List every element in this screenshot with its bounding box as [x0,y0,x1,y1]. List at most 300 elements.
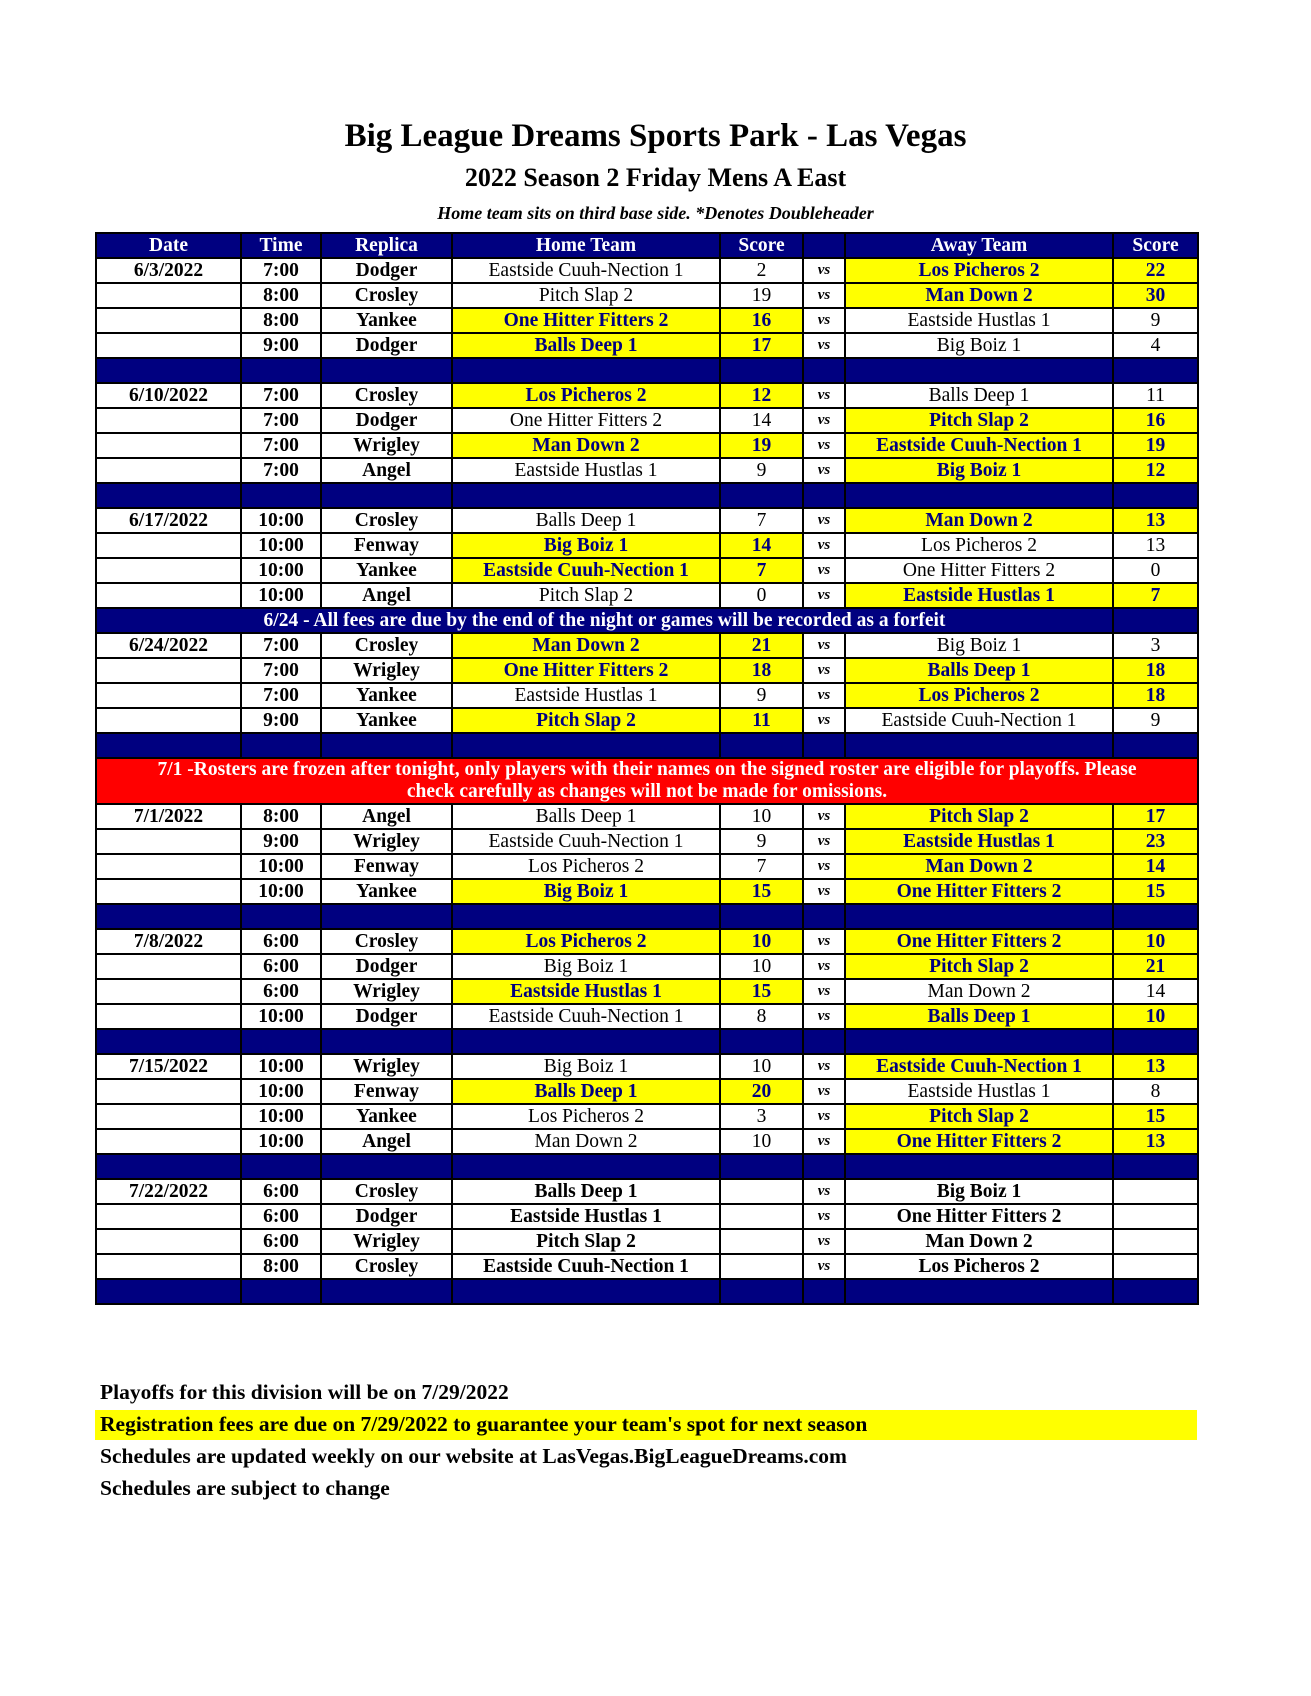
separator-cell [1113,358,1198,383]
separator-cell [803,1029,845,1054]
separator-cell [845,904,1113,929]
date-cell: 6/17/2022 [96,508,241,533]
away-team-cell: Man Down 2 [845,979,1113,1004]
vs-cell: vs [803,683,845,708]
away-team-cell: Pitch Slap 2 [845,1104,1113,1129]
date-cell [96,408,241,433]
away-score-cell: 11 [1113,383,1198,408]
away-score-cell [1113,1229,1198,1254]
separator-cell [321,1154,452,1179]
home-team-cell: Big Boiz 1 [452,533,720,558]
home-team-cell: Los Picheros 2 [452,929,720,954]
away-team-cell: Los Picheros 2 [845,1254,1113,1279]
home-team-cell: Balls Deep 1 [452,1079,720,1104]
home-score-cell: 3 [720,1104,803,1129]
vs-cell: vs [803,533,845,558]
away-team-cell: One Hitter Fitters 2 [845,558,1113,583]
replica-cell: Wrigley [321,433,452,458]
game-row [96,1179,1198,1204]
game-row [96,683,1198,708]
away-team-cell: Eastside Hustlas 1 [845,308,1113,333]
time-cell: 6:00 [241,1179,321,1204]
replica-cell: Crosley [321,1254,452,1279]
separator-cell [241,358,321,383]
replica-cell: Yankee [321,879,452,904]
time-cell: 6:00 [241,954,321,979]
replica-cell: Wrigley [321,1229,452,1254]
game-row [96,854,1198,879]
vs-cell: vs [803,658,845,683]
home-score-cell: 8 [720,1004,803,1029]
date-cell [96,558,241,583]
vs-cell: vs [803,708,845,733]
separator-row [96,1029,1198,1054]
separator-cell [452,483,720,508]
game-row [96,804,1198,829]
time-cell: 10:00 [241,879,321,904]
separator-cell [241,1029,321,1054]
home-team-cell: One Hitter Fitters 2 [452,658,720,683]
vs-cell: vs [803,1079,845,1104]
home-team-cell: Man Down 2 [452,1129,720,1154]
home-team-cell: Eastside Hustlas 1 [452,979,720,1004]
separator-cell [845,1154,1113,1179]
separator-cell [803,1279,845,1304]
home-team-cell: Big Boiz 1 [452,1054,720,1079]
game-row [96,633,1198,658]
vs-cell: vs [803,804,845,829]
replica-cell: Fenway [321,1079,452,1104]
date-cell [96,1254,241,1279]
date-cell [96,708,241,733]
separator-row [96,733,1198,758]
away-score-cell: 21 [1113,954,1198,979]
vs-cell: vs [803,508,845,533]
roster-alert: 7/1 -Rosters are frozen after tonight, only players with their names on the signed roster are eligible for playoffs. Please check carefully as changes will not be made for omissions. [96,758,1198,804]
replica-cell: Angel [321,804,452,829]
date-cell [96,829,241,854]
away-score-cell: 8 [1113,1079,1198,1104]
date-cell [96,433,241,458]
game-row [96,333,1198,358]
header-date: Date [96,233,241,258]
replica-cell: Fenway [321,854,452,879]
date-cell [96,1129,241,1154]
away-team-cell: Los Picheros 2 [845,683,1113,708]
separator-cell [321,733,452,758]
away-team-cell: Big Boiz 1 [845,333,1113,358]
time-cell: 10:00 [241,1004,321,1029]
replica-cell: Angel [321,1129,452,1154]
vs-cell: vs [803,879,845,904]
header-row [96,233,1198,258]
vs-cell: vs [803,1229,845,1254]
separator-cell [720,1154,803,1179]
game-row [96,708,1198,733]
home-score-cell: 17 [720,333,803,358]
replica-cell: Fenway [321,533,452,558]
time-cell: 7:00 [241,258,321,283]
home-team-cell: Eastside Hustlas 1 [452,1204,720,1229]
date-cell: 6/10/2022 [96,383,241,408]
home-team-cell: Pitch Slap 2 [452,583,720,608]
vs-cell: vs [803,458,845,483]
date-cell [96,1204,241,1229]
replica-cell: Yankee [321,683,452,708]
game-row [96,558,1198,583]
away-score-cell: 30 [1113,283,1198,308]
separator-cell [321,483,452,508]
vs-cell: vs [803,1179,845,1204]
replica-cell: Yankee [321,708,452,733]
replica-cell: Dodger [321,408,452,433]
time-cell: 7:00 [241,658,321,683]
date-cell: 7/22/2022 [96,1179,241,1204]
separator-cell [452,1029,720,1054]
separator-cell [321,1279,452,1304]
replica-cell: Wrigley [321,1054,452,1079]
away-score-cell: 22 [1113,258,1198,283]
separator-cell [1113,1154,1198,1179]
time-cell: 7:00 [241,683,321,708]
away-team-cell: Man Down 2 [845,1229,1113,1254]
separator-cell [321,1029,452,1054]
date-cell [96,308,241,333]
time-cell: 8:00 [241,804,321,829]
home-score-cell: 10 [720,1054,803,1079]
time-cell: 8:00 [241,283,321,308]
separator-cell [96,483,241,508]
separator-cell [1113,1279,1198,1304]
vs-cell: vs [803,1104,845,1129]
game-row [96,979,1198,1004]
separator-cell [1113,733,1198,758]
fees-notice: 6/24 - All fees are due by the end of the night or games will be recorded as a forfeit [96,608,1113,633]
away-team-cell: Eastside Hustlas 1 [845,829,1113,854]
away-score-cell: 0 [1113,558,1198,583]
away-score-cell: 17 [1113,804,1198,829]
game-row [96,954,1198,979]
home-team-cell: Balls Deep 1 [452,1179,720,1204]
away-team-cell: Big Boiz 1 [845,633,1113,658]
separator-cell [96,1279,241,1304]
away-team-cell: Balls Deep 1 [845,1004,1113,1029]
away-team-cell: Eastside Hustlas 1 [845,583,1113,608]
away-team-cell: Balls Deep 1 [845,658,1113,683]
separator-cell [845,1279,1113,1304]
header-away-score: Score [1113,233,1198,258]
replica-cell: Dodger [321,1204,452,1229]
home-score-cell: 20 [720,1079,803,1104]
time-cell: 10:00 [241,1104,321,1129]
replica-cell: Crosley [321,929,452,954]
date-cell [96,533,241,558]
notice-row [96,608,1198,633]
away-team-cell: Balls Deep 1 [845,383,1113,408]
home-score-cell: 10 [720,929,803,954]
game-row [96,433,1198,458]
separator-cell [1113,1029,1198,1054]
game-row [96,829,1198,854]
home-score-cell: 18 [720,658,803,683]
separator-cell [803,483,845,508]
time-cell: 7:00 [241,458,321,483]
replica-cell: Dodger [321,1004,452,1029]
away-team-cell: Big Boiz 1 [845,458,1113,483]
home-team-cell: Eastside Cuuh-Nection 1 [452,558,720,583]
time-cell: 10:00 [241,1129,321,1154]
time-cell: 8:00 [241,308,321,333]
replica-cell: Crosley [321,508,452,533]
away-score-cell: 13 [1113,533,1198,558]
vs-cell: vs [803,929,845,954]
home-team-cell: Eastside Hustlas 1 [452,458,720,483]
date-cell [96,1104,241,1129]
home-score-cell: 10 [720,954,803,979]
away-score-cell: 13 [1113,1054,1198,1079]
vs-cell: vs [803,829,845,854]
replica-cell: Crosley [321,1179,452,1204]
replica-cell: Wrigley [321,658,452,683]
home-team-cell: Eastside Cuuh-Nection 1 [452,829,720,854]
separator-cell [720,733,803,758]
vs-cell: vs [803,854,845,879]
vs-cell: vs [803,979,845,1004]
home-team-cell: Pitch Slap 2 [452,708,720,733]
replica-cell: Crosley [321,383,452,408]
away-score-cell: 15 [1113,879,1198,904]
game-row [96,1204,1198,1229]
header-time: Time [241,233,321,258]
away-team-cell: Los Picheros 2 [845,533,1113,558]
away-score-cell: 4 [1113,333,1198,358]
separator-cell [720,1279,803,1304]
date-cell [96,283,241,308]
away-team-cell: Man Down 2 [845,854,1113,879]
home-team-cell: Eastside Hustlas 1 [452,683,720,708]
home-score-cell [720,1229,803,1254]
away-team-cell: Eastside Cuuh-Nection 1 [845,433,1113,458]
separator-cell [96,1029,241,1054]
away-score-cell: 14 [1113,854,1198,879]
game-row [96,533,1198,558]
home-score-cell [720,1254,803,1279]
page-subtitle: 2022 Season 2 Friday Mens A East [464,163,847,192]
away-team-cell: One Hitter Fitters 2 [845,1129,1113,1154]
home-team-cell: Los Picheros 2 [452,383,720,408]
separator-cell [803,733,845,758]
vs-cell: vs [803,408,845,433]
time-cell: 10:00 [241,1054,321,1079]
away-score-cell: 14 [1113,979,1198,1004]
time-cell: 7:00 [241,433,321,458]
separator-cell [96,904,241,929]
home-score-cell: 11 [720,708,803,733]
home-score-cell: 10 [720,1129,803,1154]
away-team-cell: One Hitter Fitters 2 [845,879,1113,904]
game-row [96,1254,1198,1279]
separator-cell [1113,483,1198,508]
separator-cell [96,1154,241,1179]
separator-cell [845,733,1113,758]
time-cell: 6:00 [241,979,321,1004]
replica-cell: Yankee [321,1104,452,1129]
date-cell [96,658,241,683]
home-team-cell: Balls Deep 1 [452,508,720,533]
footer-change: Schedules are subject to change [100,1476,390,1500]
header-home-score: Score [720,233,803,258]
home-team-cell: Los Picheros 2 [452,1104,720,1129]
separator-row [96,483,1198,508]
date-cell: 6/3/2022 [96,258,241,283]
replica-cell: Wrigley [321,979,452,1004]
vs-cell: vs [803,1204,845,1229]
header-vs [803,233,845,258]
separator-cell [241,1154,321,1179]
game-row [96,283,1198,308]
away-team-cell: One Hitter Fitters 2 [845,929,1113,954]
home-team-cell: Pitch Slap 2 [452,1229,720,1254]
away-team-cell: Eastside Cuuh-Nection 1 [845,1054,1113,1079]
separator-cell [803,1154,845,1179]
separator-cell [720,358,803,383]
time-cell: 6:00 [241,929,321,954]
separator-cell [321,358,452,383]
away-score-cell: 9 [1113,708,1198,733]
replica-cell: Angel [321,583,452,608]
home-score-cell: 9 [720,829,803,854]
home-score-cell: 7 [720,558,803,583]
date-cell: 7/8/2022 [96,929,241,954]
home-team-cell: Balls Deep 1 [452,804,720,829]
home-score-cell: 10 [720,804,803,829]
replica-cell: Angel [321,458,452,483]
away-score-cell: 9 [1113,308,1198,333]
home-score-cell: 14 [720,408,803,433]
game-row [96,1004,1198,1029]
replica-cell: Yankee [321,558,452,583]
away-score-cell [1113,1179,1198,1204]
vs-cell: vs [803,633,845,658]
time-cell: 10:00 [241,854,321,879]
date-cell [96,583,241,608]
game-row [96,308,1198,333]
date-cell [96,458,241,483]
separator-cell [452,733,720,758]
away-team-cell: Eastside Hustlas 1 [845,1079,1113,1104]
home-team-cell: Pitch Slap 2 [452,283,720,308]
away-score-cell: 3 [1113,633,1198,658]
separator-cell [241,483,321,508]
away-score-cell: 7 [1113,583,1198,608]
vs-cell: vs [803,1004,845,1029]
separator-cell [720,483,803,508]
separator-cell [96,358,241,383]
home-score-cell: 12 [720,383,803,408]
game-row [96,458,1198,483]
away-score-cell: 13 [1113,1129,1198,1154]
separator-cell [452,358,720,383]
replica-cell: Crosley [321,633,452,658]
date-cell [96,854,241,879]
time-cell: 9:00 [241,333,321,358]
game-row [96,658,1198,683]
separator-cell [241,1279,321,1304]
separator-cell [845,358,1113,383]
away-team-cell: Pitch Slap 2 [845,804,1113,829]
home-score-cell: 14 [720,533,803,558]
replica-cell: Yankee [321,308,452,333]
vs-cell: vs [803,1129,845,1154]
away-score-cell: 12 [1113,458,1198,483]
time-cell: 7:00 [241,408,321,433]
game-row [96,258,1198,283]
date-cell [96,879,241,904]
away-score-cell: 10 [1113,929,1198,954]
away-score-cell [1113,1204,1198,1229]
away-team-cell: Eastside Cuuh-Nection 1 [845,708,1113,733]
vs-cell: vs [803,583,845,608]
separator-cell [720,1029,803,1054]
time-cell: 10:00 [241,583,321,608]
separator-row [96,904,1198,929]
date-cell: 6/24/2022 [96,633,241,658]
away-score-cell [1113,1254,1198,1279]
home-team-cell: Eastside Cuuh-Nection 1 [452,258,720,283]
game-row [96,1104,1198,1129]
time-cell: 10:00 [241,1079,321,1104]
separator-cell [1113,904,1198,929]
away-score-cell: 13 [1113,508,1198,533]
replica-cell: Crosley [321,283,452,308]
separator-cell [452,1279,720,1304]
notice-blank [1113,608,1198,633]
date-cell: 7/1/2022 [96,804,241,829]
time-cell: 8:00 [241,1254,321,1279]
away-score-cell: 23 [1113,829,1198,854]
schedule-table [95,232,1199,1305]
game-row [96,1054,1198,1079]
separator-cell [241,733,321,758]
home-score-cell: 16 [720,308,803,333]
date-cell [96,1079,241,1104]
game-row [96,1079,1198,1104]
game-row [96,879,1198,904]
game-row [96,383,1198,408]
time-cell: 10:00 [241,558,321,583]
vs-cell: vs [803,954,845,979]
away-team-cell: Man Down 2 [845,283,1113,308]
away-score-cell: 15 [1113,1104,1198,1129]
home-score-cell: 9 [720,458,803,483]
separator-cell [321,904,452,929]
away-team-cell: One Hitter Fitters 2 [845,1204,1113,1229]
home-team-cell: Eastside Cuuh-Nection 1 [452,1254,720,1279]
date-cell [96,954,241,979]
schedule-note: Home team sits on third base side. *Denotes Doubleheader [437,203,874,223]
separator-row [96,1154,1198,1179]
home-score-cell: 7 [720,508,803,533]
vs-cell: vs [803,433,845,458]
time-cell: 7:00 [241,633,321,658]
separator-cell [96,733,241,758]
game-row [96,1229,1198,1254]
header-replica: Replica [321,233,452,258]
page-title: Big League Dreams Sports Park - Las Vegas [344,118,967,154]
time-cell: 10:00 [241,508,321,533]
separator-row [96,1279,1198,1304]
separator-cell [803,358,845,383]
